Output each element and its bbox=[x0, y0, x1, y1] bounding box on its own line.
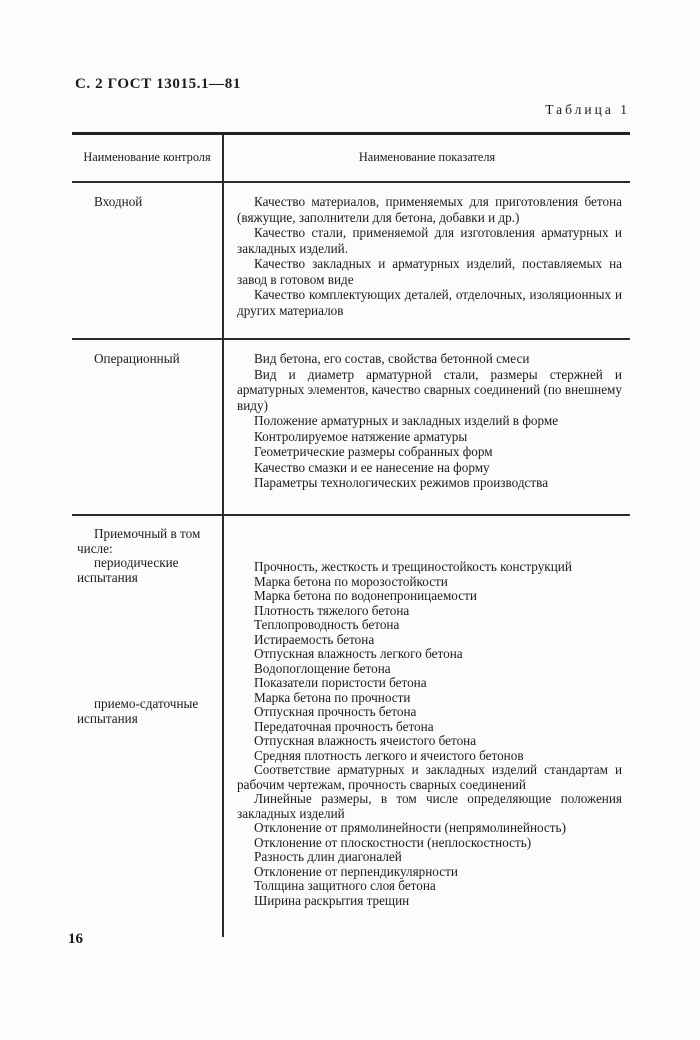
indicator-item: Положение арматурных и закладных изделий в форме bbox=[254, 413, 559, 428]
indicator-item: Водопоглощение бетона bbox=[254, 660, 391, 676]
indicator-item: Линейные размеры, в том числе определяющие положения закладных изделий bbox=[237, 791, 622, 821]
indicator-item: Качество комплектующих деталей, отделочных, изоляционных и других материалов bbox=[237, 287, 622, 318]
indicator-item: Качество стали, применяемой для изготовления арматурных и закладных изделий. bbox=[237, 225, 622, 256]
indicator-item: Вид бетона, его состав, свойства бетонной смеси bbox=[254, 351, 530, 366]
indicator-item: Разность длин диагоналей bbox=[254, 849, 402, 864]
indicator-item: Марка бетона по прочности bbox=[254, 689, 411, 705]
control-label: Операционный bbox=[94, 351, 180, 366]
control-cell bbox=[72, 516, 222, 937]
control-cell bbox=[72, 340, 222, 514]
indicator-item: Отклонение от перпендикулярности bbox=[254, 863, 458, 879]
indicator-item: Вид и диаметр арматурной стали, размеры стержней и арматурных элементов, качество сварных соединений (по внешнему виду) bbox=[237, 366, 622, 413]
indicator-item: Марка бетона по морозостойкости bbox=[254, 573, 448, 589]
indicator-item: Отпускная влажность ячеистого бетона bbox=[254, 733, 477, 748]
indicator-item: Геометрические размеры собранных форм bbox=[254, 444, 493, 459]
indicator-item: Качество материалов, применяемых для приготовления бетона (вяжущие, заполнители для бетона, добавки и др.) bbox=[237, 194, 622, 225]
indicator-item: Прочность, жесткость и трещиностойкость конструкций bbox=[254, 559, 572, 574]
control-label: Входной bbox=[94, 194, 143, 209]
indicator-item: Качество закладных и арматурных изделий, поставляемых на завод в готовом виде bbox=[237, 256, 622, 287]
indicator-item: Передаточная прочность бетона bbox=[254, 718, 434, 734]
indicator-cell bbox=[222, 183, 630, 338]
table-row-acceptance bbox=[72, 516, 630, 937]
indicator-item: Средняя плотность легкого и ячеистого бетонов bbox=[254, 747, 524, 763]
indicator-item: Теплопроводность бетона bbox=[254, 617, 400, 632]
indicator-item: Контролируемое натяжение арматуры bbox=[254, 428, 468, 444]
control-cell bbox=[72, 183, 222, 338]
indicator-cell bbox=[222, 340, 630, 514]
control-sublabel-periodic: периодические испытания bbox=[77, 555, 179, 585]
table-row-incoming bbox=[72, 183, 630, 340]
indicator-item: Толщина защитного слоя бетона bbox=[254, 878, 436, 893]
indicator-item: Марка бетона по водонепроницаемости bbox=[254, 588, 477, 603]
indicator-cell bbox=[222, 516, 630, 937]
control-sublabel-acceptance-delivery: приемо-сдаточные испытания bbox=[77, 696, 199, 726]
indicator-item: Отпускная прочность бетона bbox=[254, 704, 417, 719]
column-header-control: Наименование контроля bbox=[83, 150, 211, 165]
indicator-item: Соответствие арматурных и закладных изделий стандартам и рабочим чертежам, прочность сварных соединений bbox=[237, 762, 622, 792]
table-header-row bbox=[72, 135, 630, 183]
page-number: 16 bbox=[68, 931, 83, 947]
control-label: Приемочный в том числе: bbox=[77, 526, 201, 556]
table-row-operational bbox=[72, 340, 630, 516]
indicator-item: Параметры технологических режимов производства bbox=[254, 475, 549, 490]
indicator-item: Истираемость бетона bbox=[254, 631, 375, 647]
indicator-item: Ширина раскрытия трещин bbox=[254, 892, 410, 908]
indicator-item: Качество смазки и ее нанесение на форму bbox=[254, 459, 490, 475]
indicator-item: Отклонение от прямолинейности (непрямолинейность) bbox=[254, 820, 566, 835]
control-table bbox=[72, 132, 630, 937]
indicator-item: Показатели пористости бетона bbox=[254, 675, 427, 690]
table-caption: Таблица 1 bbox=[545, 102, 630, 117]
page-header: С. 2 ГОСТ 13015.1—81 bbox=[75, 76, 241, 92]
column-header-indicator: Наименование показателя bbox=[222, 135, 630, 181]
indicator-item: Отпускная влажность легкого бетона bbox=[254, 646, 463, 661]
indicator-item: Плотность тяжелого бетона bbox=[254, 602, 410, 618]
indicator-item: Отклонение от плоскостности (неплоскостность) bbox=[254, 834, 532, 850]
